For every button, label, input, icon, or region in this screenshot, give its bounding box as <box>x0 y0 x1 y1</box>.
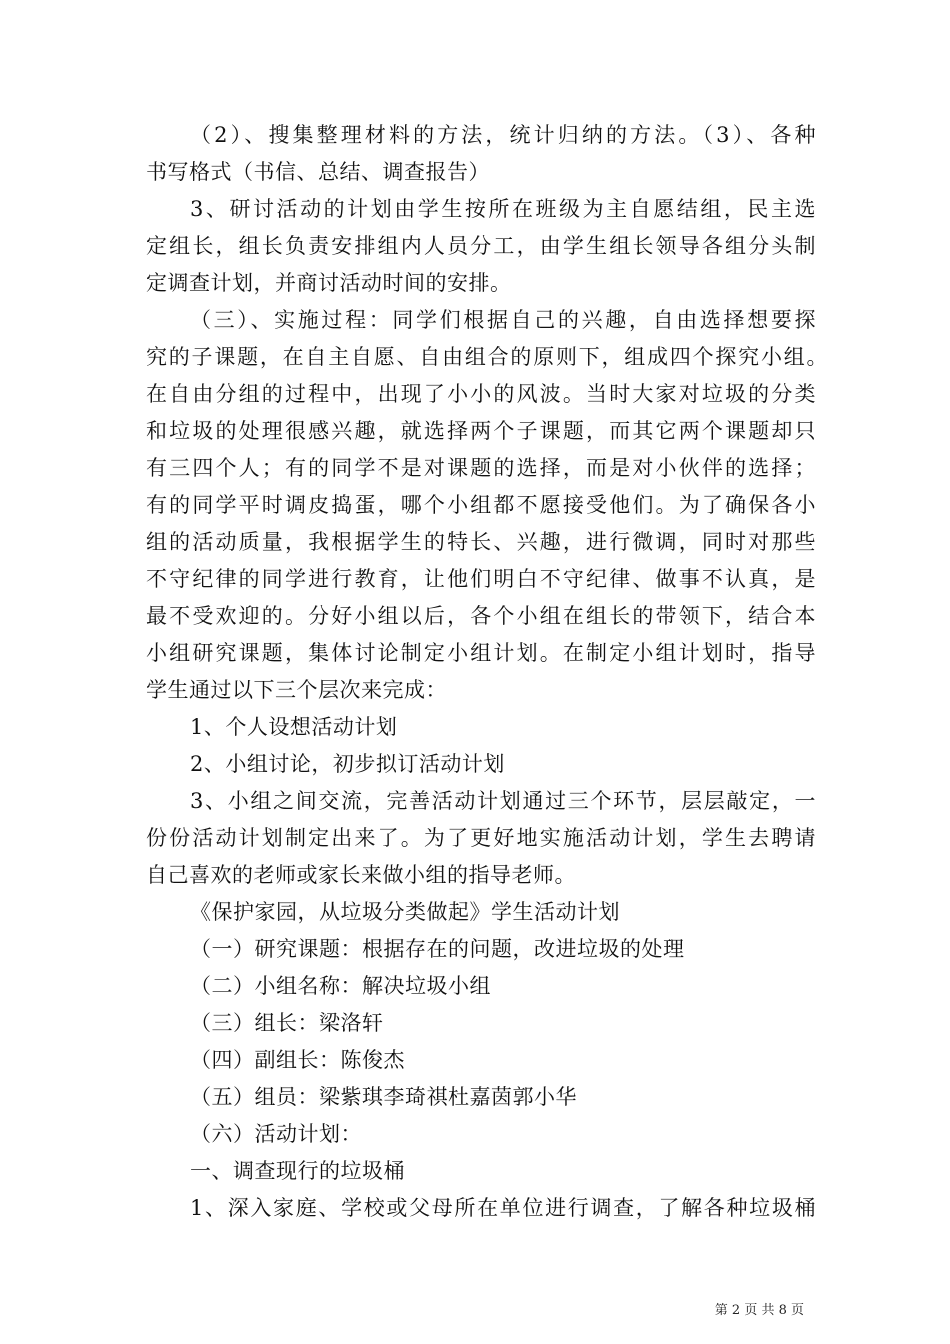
paragraph-line: 有三四个人；有的同学不是对课题的选择，而是对小伙伴的选择； <box>146 456 816 480</box>
paragraph-line: 有的同学平时调皮捣蛋，哪个小组都不愿接受他们。为了确保各小 <box>146 493 816 517</box>
page-number: 第 2 页 共 8 页 <box>714 1303 804 1318</box>
paragraph-line: 最不受欢迎的。分好小组以后，各个小组在组长的带领下，结合本 <box>146 604 816 628</box>
paragraph-line: 定调查计划，并商讨活动时间的安排。 <box>146 271 512 295</box>
paragraph-line: 自己喜欢的老师或家长来做小组的指导老师。 <box>146 863 576 887</box>
paragraph-line: 1、个人设想活动计划 <box>190 715 398 739</box>
paragraph-line: 在自由分组的过程中，出现了小小的风波。当时大家对垃圾的分类 <box>146 382 816 406</box>
paragraph-line: 不守纪律的同学进行教育，让他们明白不守纪律、做事不认真，是 <box>146 567 816 591</box>
plan-item: （六）活动计划： <box>190 1122 362 1146</box>
paragraph-line: 3、研讨活动的计划由学生按所在班级为主自愿结组，民主选 <box>190 197 816 221</box>
section-heading: 一、调查现行的垃圾桶 <box>190 1159 405 1183</box>
paragraph-line: 学生通过以下三个层次来完成： <box>146 678 447 702</box>
paragraph-line: 定组长，组长负责安排组内人员分工，由学生组长领导各组分头制 <box>146 234 816 258</box>
paragraph-line: （三）、实施过程：同学们根据自己的兴趣，自由选择想要探 <box>190 308 816 332</box>
paragraph-line: 究的子课题，在自主自愿、自由组合的原则下，组成四个探究小组。 <box>146 345 828 369</box>
plan-item: （一）研究课题：根据存在的问题，改进垃圾的处理 <box>190 937 685 961</box>
paragraph-line: 3、小组之间交流，完善活动计划通过三个环节，层层敲定，一 <box>190 789 816 813</box>
plan-title: 《保护家园，从垃圾分类做起》学生活动计划 <box>190 900 620 924</box>
plan-item: （二）小组名称：解决垃圾小组 <box>190 974 491 998</box>
paragraph-line: （2）、搜集整理材料的方法，统计归纳的方法。（3）、各种 <box>190 123 816 147</box>
paragraph-line: 1、深入家庭、学校或父母所在单位进行调查，了解各种垃圾桶 <box>190 1196 816 1220</box>
paragraph-line: 2、小组讨论，初步拟订活动计划 <box>190 752 505 776</box>
paragraph-line: 和垃圾的处理很感兴趣，就选择两个子课题，而其它两个课题却只 <box>146 419 816 443</box>
paragraph-line: 书写格式（书信、总结、调查报告） <box>146 160 490 184</box>
plan-item: （三）组长：梁洛轩 <box>190 1011 384 1035</box>
plan-item: （五）组员：梁紫琪李琦祺杜嘉茵郭小华 <box>190 1085 577 1109</box>
plan-item: （四）副组长：陈俊杰 <box>190 1048 405 1072</box>
paragraph-line: 小组研究课题，集体讨论制定小组计划。在制定小组计划时，指导 <box>146 641 816 665</box>
paragraph-line: 组的活动质量，我根据学生的特长、兴趣，进行微调，同时对那些 <box>146 530 816 554</box>
paragraph-line: 份份活动计划制定出来了。为了更好地实施活动计划，学生去聘请 <box>146 826 816 850</box>
